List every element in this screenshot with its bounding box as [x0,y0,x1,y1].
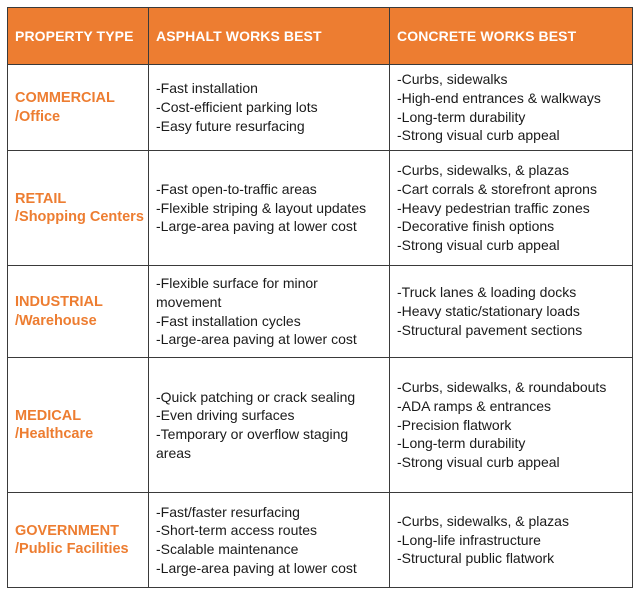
table-row [8,266,633,358]
table-row [8,65,633,151]
concrete-item: -Curbs, sidewalks [397,71,508,88]
property-type-subtype: /Shopping Centers [15,209,144,225]
concrete-item: -High-end entrances & walkways [397,89,601,106]
concrete-cell [390,493,633,588]
asphalt-item: -Flexible surface for minor movement [156,275,318,310]
asphalt-item: -Quick patching or crack sealing [156,388,356,405]
asphalt-item: -Large-area paving at lower cost [156,218,357,235]
property-type-cell [8,358,149,493]
property-type-subtype: /Warehouse [15,312,97,329]
concrete-item: -Long-term durability [397,435,526,452]
header-asphalt: ASPHALT WORKS BEST [149,8,390,65]
concrete-item: -Precision flatwork [397,416,512,433]
concrete-item: -Heavy static/stationary loads [397,303,580,320]
asphalt-item: -Flexible striping & layout updates [156,199,367,216]
asphalt-item: -Temporary or overflow staging areas [156,426,349,461]
asphalt-item: -Fast/faster resurfacing [156,503,300,520]
header-property-type: PROPERTY TYPE [8,8,149,65]
concrete-item: -Curbs, sidewalks, & roundabouts [397,379,607,396]
concrete-item: -Truck lanes & loading docks [397,284,577,301]
concrete-item: -Curbs, sidewalks, & plazas [397,512,569,529]
table-row [8,358,633,493]
concrete-item: -Strong visual curb appeal [397,454,560,471]
asphalt-cell [149,266,390,358]
table-body [8,65,633,588]
property-type-cell [8,65,149,151]
asphalt-item: -Fast installation cycles [156,312,301,329]
asphalt-cell [149,65,390,151]
header-row [8,8,633,65]
table-row [8,151,633,266]
asphalt-item: -Fast open-to-traffic areas [156,180,317,197]
concrete-item: -Structural pavement sections [397,321,583,338]
comparison-table [7,7,633,588]
property-type-cell [8,266,149,358]
concrete-item: -Long-term durability [397,108,526,125]
asphalt-cell [149,151,390,266]
asphalt-item: -Fast installation [156,80,258,97]
concrete-item: -Long-life infrastructure [397,531,541,548]
property-type-name: MEDICAL [15,407,82,424]
asphalt-item: -Short-term access routes [156,522,318,539]
property-type-cell [8,151,149,266]
header-concrete: CONCRETE WORKS BEST [390,8,633,65]
asphalt-item: -Large-area paving at lower cost [156,559,357,576]
concrete-cell [390,266,633,358]
concrete-cell [390,151,633,266]
concrete-item: -Curbs, sidewalks, & plazas [397,162,569,179]
property-type-name: RETAIL [15,190,67,207]
asphalt-cell [149,493,390,588]
concrete-item: -ADA ramps & entrances [397,397,552,414]
property-type-subtype: /Public Facilities [15,541,129,557]
concrete-item: -Structural public flatwork [397,550,555,567]
concrete-cell [390,65,633,151]
asphalt-item: -Large-area paving at lower cost [156,331,357,348]
concrete-cell [390,358,633,493]
table-header [8,8,633,65]
property-type-name: GOVERNMENT [15,522,119,539]
property-type-subtype: /Office [15,108,61,125]
property-type-subtype: /Healthcare [15,426,94,442]
concrete-item: -Decorative finish options [397,218,555,235]
concrete-item: -Strong visual curb appeal [397,127,560,144]
asphalt-cell [149,358,390,493]
table-row [8,493,633,588]
property-type-name: INDUSTRIAL [15,294,103,310]
property-type-name: COMMERCIAL [15,90,115,106]
concrete-item: -Strong visual curb appeal [397,237,560,254]
asphalt-item: -Scalable maintenance [156,541,299,557]
asphalt-item: -Easy future resurfacing [156,117,305,134]
property-type-cell [8,493,149,588]
concrete-item: -Cart corrals & storefront aprons [397,180,597,197]
asphalt-item: -Even driving surfaces [156,407,295,424]
asphalt-item: -Cost-efficient parking lots [156,99,318,116]
concrete-item: -Heavy pedestrian traffic zones [397,199,590,216]
